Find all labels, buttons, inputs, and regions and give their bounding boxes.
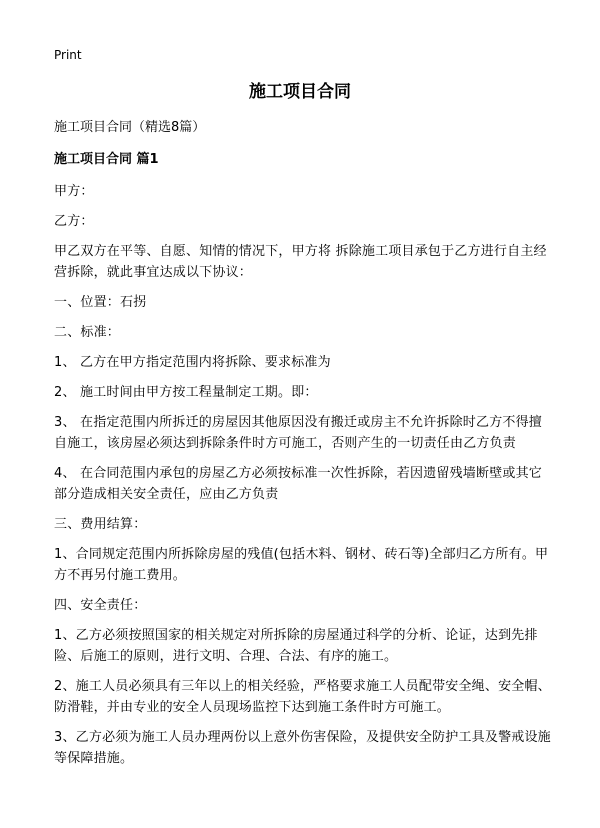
paragraph-intro: 甲乙双方在平等、自愿、知情的情况下，甲方将 拆除施工项目承包于乙方进行自主经营拆除，就此事宜达成以下协议： [54, 244, 547, 280]
document-subtitle: 施工项目合同（精选8篇） [54, 120, 206, 135]
paragraph-safety-3: 3、乙方必须为施工人员办理两份以上意外伤害保险，及提供安全防护工具及警戒设施等保障措施。 [54, 730, 551, 766]
paragraph-standard-3: 3、 在指定范围内所拆迁的房屋因其他原因没有搬迁或房主不允许拆除时乙方不得擅自施工，该房屋必须达到拆除条件时方可施工，否则产生的一切责任由乙方负责 [54, 415, 543, 451]
paragraph-standard-1: 1、 乙方在甲方指定范围内将拆除、要求标准为 [54, 355, 331, 370]
paragraph-safety-1: 1、乙方必须按照国家的相关规定对所拆除的房屋通过科学的分析、论证，达到先排险、后施工的原则，进行文明、合理、合法、有序的施工。 [54, 628, 538, 664]
paragraph-fee-heading: 三、费用结算： [54, 517, 147, 532]
paragraph-party-a: 甲方： [54, 184, 94, 199]
paragraph-party-b: 乙方： [54, 214, 94, 229]
document-title: 施工项目合同 [249, 82, 351, 102]
document-body [54, 181, 554, 778]
paragraph-standard-4: 4、 在合同范围内承包的房屋乙方必须按标准一次性拆除，若因遗留残墙断壁或其它部分造成相关安全责任，应由乙方负责 [54, 466, 543, 502]
print-label: Print [54, 48, 82, 62]
paragraph-location: 一、位置：石拐 [54, 295, 147, 310]
paragraph-fee-1: 1、合同规定范围内所拆除房屋的残值(包括木料、钢材、砖石等)全部归乙方所有。甲方不再另付施工费用。 [54, 547, 549, 583]
paragraph-safety-2: 2、施工人员必须具有三年以上的相关经验，严格要求施工人员配带安全绳、安全帽、防滑鞋，并由专业的安全人员现场监控下达到施工条件时方可施工。 [54, 679, 551, 715]
paragraph-standard-heading: 二、标准： [54, 325, 121, 340]
paragraph-safety-heading: 四、安全责任： [54, 598, 147, 613]
section-heading: 施工项目合同 篇1 [54, 152, 159, 167]
paragraph-standard-2: 2、 施工时间由甲方按工程量制定工期。即： [54, 385, 318, 400]
